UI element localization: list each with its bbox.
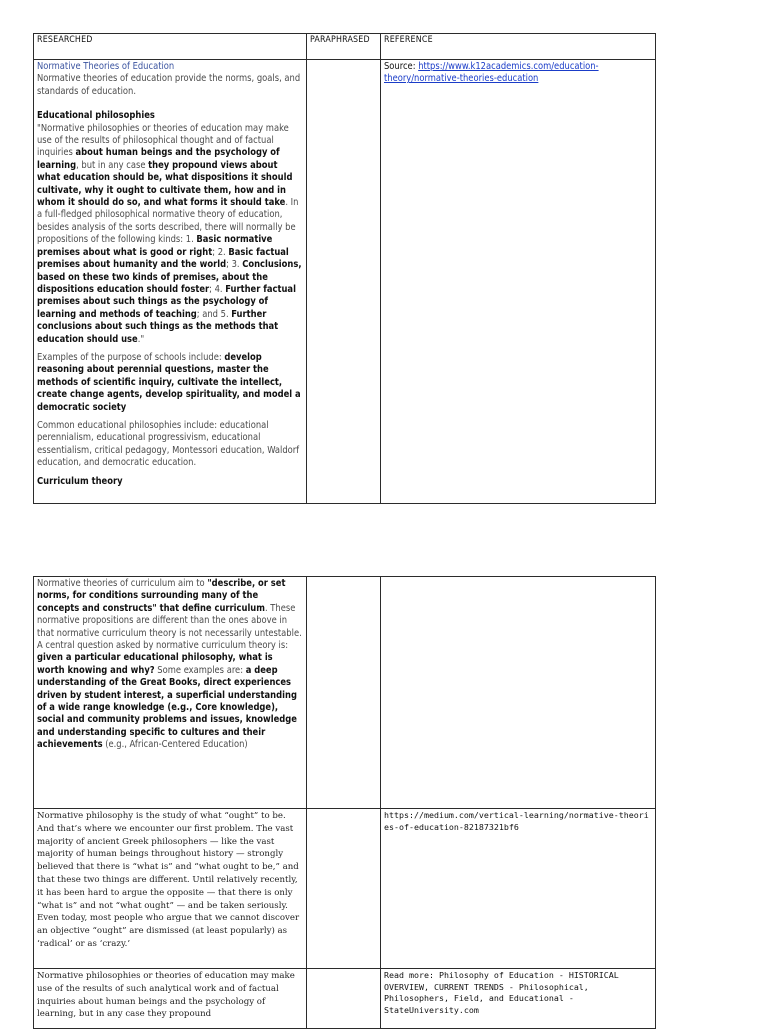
paraphrased-cell-2[interactable] <box>307 577 381 809</box>
curriculum-heading: Curriculum theory <box>37 475 123 487</box>
header-reference: REFERENCE <box>381 34 656 60</box>
reference-cell <box>381 60 656 504</box>
research-table-2 <box>33 576 656 1029</box>
paraphrased-cell-4[interactable] <box>307 969 381 1029</box>
examples-paragraph: Examples of the purpose of schools include: develop reasoning about perennial questions, master the methods of scientific inquiry, cultivate the intellect, create change agents, develop spirituality, and model a democratic society <box>37 351 301 413</box>
curriculum-paragraph: Normative theories of curriculum aim to "describe, or set norms, for conditions surrounding many of the concepts and constructs" that define curriculum. These normative propositions are different than the ones above in that normative curriculum theory is not necessarily untestable. A central question asked by normative curriculum theory is: given a particular educational philosophy, what is worth knowing and why? Some examples are: a deep understanding of the Great Books, direct experiences driven by student interest, a superficial understanding of a wide range knowledge (e.g., Core knowledge), social and community problems and issues, knowledge and understanding specific to cultures and their achievements (e.g., African-Centered Education) <box>37 578 302 751</box>
research-table-1 <box>33 33 656 504</box>
intro-text: Normative theories of education provide the norms, goals, and standards of education. <box>37 73 301 97</box>
ed-phil-heading: Educational philosophies <box>37 110 155 122</box>
quote-paragraph: "Normative philosophies or theories of education may make use of the results of philosophical thought and of factual inquiries about human beings and the psychology of learning, but in any case they propound views about what education should be, what dispositions it should cultivate, why it ought to cultivate them, how and in whom it should do so, and what forms it should take. In a full-fledged philosophical normative theory of education, besides analysis of the sorts described, there will normally be propositions of the following kinds: 1. Basic normative premises about what is good or right; 2. Basic factual premises about humanity and the world; 3. Conclusions, based on these two kinds of premises, about the dispositions education should foster; 4. Further factual premises about such things as the psychology of learning and methods of teaching; and 5. Further conclusions about such things as the methods that education should use." <box>37 122 302 345</box>
header-paraphrased: PARAPHRASED <box>307 34 381 60</box>
source-link[interactable]: https://www.k12academics.com/education-theory/normative-theories-education <box>384 61 599 85</box>
normative-philosophy-cell: Normative philosophy is the study of what “ought” to be. And that’s where we encounter our first problem. The vast majority of ancient Greek philosophers — like the vast majority of human beings throughout history — strongly believed that there is “what is” and “what ought to be,” and that these two things are different. Until relatively recently, it has been hard to argue the opposite — that there is only “what is” and not “what ought” — and be taken seriously. Even today, most people who argue that we cannot discover an objective “ought” are dismissed (at least popularly) as ‘radical’ or as ‘crazy.’ <box>34 809 307 969</box>
reference-cell-2 <box>381 577 656 809</box>
curriculum-cell <box>34 577 307 809</box>
header-researched: RESEARCHED <box>34 34 307 60</box>
researched-cell <box>34 60 307 504</box>
source-line: Source: https://www.k12academics.com/education-theory/normative-theories-education <box>384 61 599 85</box>
analytical-work-cell: Normative philosophies or theories of education may make use of the results of such analytical work and of factual inquiries about human beings and the psychology of learning, but in any case they propound <box>34 969 307 1029</box>
paraphrased-cell[interactable] <box>307 60 381 504</box>
common-philosophies: Common educational philosophies include: educational perennialism, educational progressivism, educational essentialism, critical pedagogy, Montessori education, Waldorf education, and democratic education. <box>37 419 300 469</box>
stateuniversity-reference: Read more: Philosophy of Education - HISTORICAL OVERVIEW, CURRENT TRENDS - Philosophical, Philosophers, Field, and Educational - StateUniversity.com <box>381 969 656 1029</box>
paraphrased-cell-3[interactable] <box>307 809 381 969</box>
section-title: Normative Theories of Education <box>37 61 175 72</box>
medium-reference: https://medium.com/vertical-learning/normative-theories-of-education-82187321bf6 <box>381 809 656 969</box>
